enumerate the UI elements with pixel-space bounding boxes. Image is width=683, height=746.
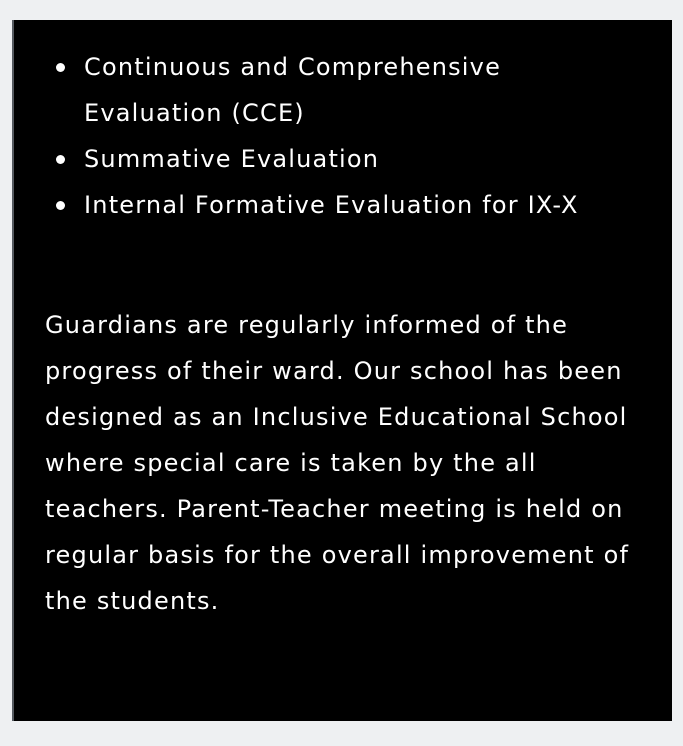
list-item (14, 182, 654, 228)
guardian-info-paragraph: Guardians are regularly informed of the progress of their ward. Our school has been designed as an Inclusive Educational School where special care is taken by the all teachers. Parent-Teacher meeting is held on regular basis for the overall improvement of the students. (45, 311, 630, 615)
list-item-text: Summative Evaluation (84, 145, 380, 173)
list-item-text: Internal Formative Evaluation for IX-X (84, 191, 579, 219)
bullet-icon (56, 155, 65, 164)
list-item-text: Continuous and Comprehensive Evaluation (CCE) (84, 53, 502, 127)
evaluation-list (14, 44, 654, 228)
list-item (14, 136, 654, 182)
content-panel (12, 20, 672, 721)
list-item (14, 44, 654, 136)
bullet-icon (56, 201, 65, 210)
bullet-icon (56, 63, 65, 72)
